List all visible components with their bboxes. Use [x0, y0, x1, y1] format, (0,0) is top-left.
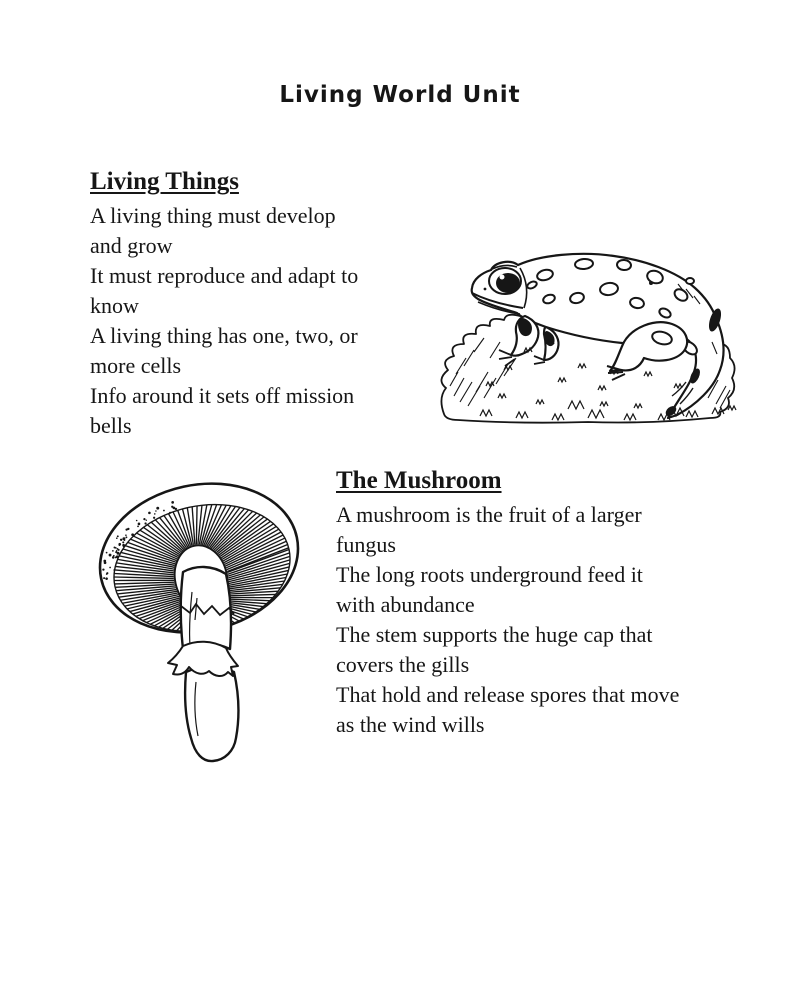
- poem-living-things: [90, 201, 435, 441]
- page-title: Living World Unit: [279, 82, 521, 108]
- poem-line: covers the gills: [336, 652, 470, 677]
- frog-eye: [489, 268, 521, 294]
- section-mushroom: [336, 467, 766, 740]
- section-living-things: [90, 168, 435, 441]
- poem-line: with abundance: [336, 592, 475, 617]
- poem-line: The stem supports the huge cap that: [336, 622, 653, 647]
- frog-illustration: [428, 248, 758, 433]
- section-heading-mushroom: The Mushroom: [336, 467, 502, 494]
- poem-line: and grow: [90, 233, 173, 258]
- mushroom-stem: [181, 567, 231, 649]
- poem-line: The long roots underground feed it: [336, 562, 643, 587]
- poem-line: bells: [90, 413, 132, 438]
- poem-line: more cells: [90, 353, 182, 378]
- poem-line: That hold and release spores that move: [336, 682, 680, 707]
- poem-mushroom: [336, 500, 766, 740]
- mushroom-illustration: [85, 466, 333, 766]
- poem-line: as the wind wills: [336, 712, 485, 737]
- poem-line: It must reproduce and adapt to: [90, 263, 359, 288]
- section-heading-living-things: Living Things: [90, 168, 239, 195]
- poem-line: know: [90, 293, 139, 318]
- poem-line: A living thing must develop: [90, 203, 336, 228]
- poem-line: A living thing has one, two, or: [90, 323, 358, 348]
- poem-line: A mushroom is the fruit of a larger: [336, 502, 642, 527]
- frog-nostril: [484, 288, 487, 291]
- poem-line: fungus: [336, 532, 396, 557]
- poem-line: Info around it sets off mission: [90, 383, 355, 408]
